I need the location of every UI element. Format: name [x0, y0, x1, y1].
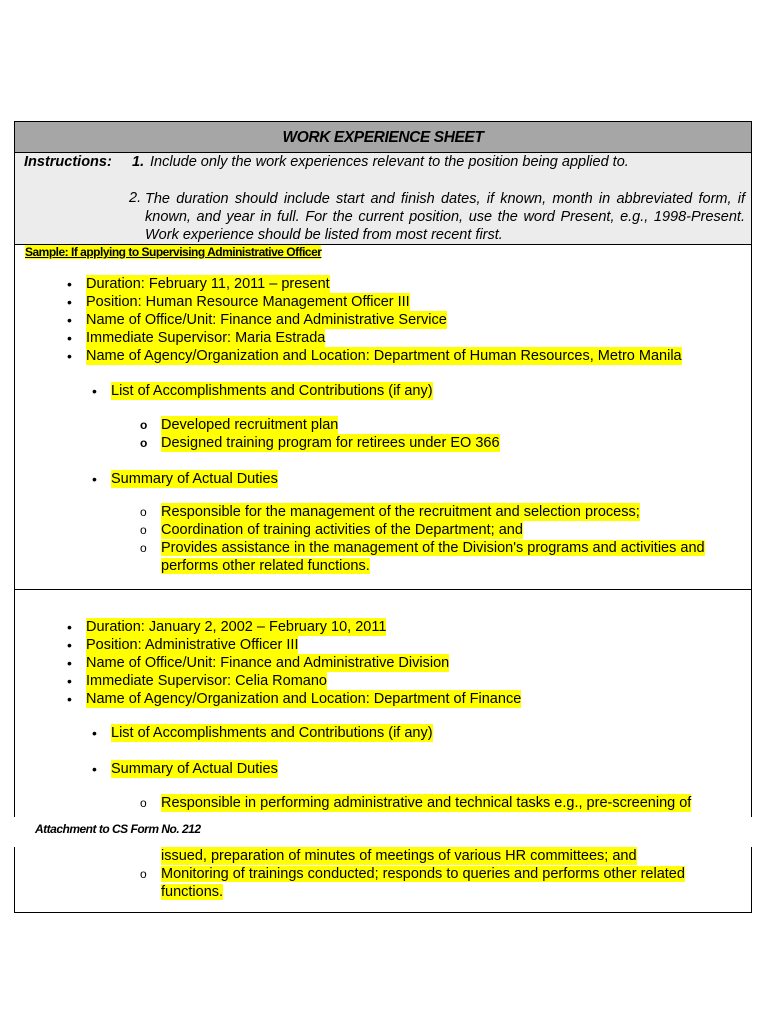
entry-1-agency: Name of Agency/Organization and Location: Department of Human Resources, Metro Manila	[86, 348, 682, 364]
instruction-1-text: Include only the work experiences relevant to the position being applied to.	[150, 154, 629, 170]
sub-bullet-icon: o	[140, 418, 148, 432]
entry-1-accomplishments-label: List of Accomplishments and Contributions (if any)	[111, 383, 433, 399]
entry-2-position: Position: Administrative Officer III	[86, 637, 299, 653]
sample-label: Sample: If applying to Supervising Administrative Officer	[25, 245, 322, 259]
bullet-icon: •	[67, 276, 72, 292]
entry-1-duty-text: Provides assistance in the management of the Division's programs and activities and performs other related functions.	[161, 540, 705, 574]
instructions-label: Instructions:	[24, 154, 112, 170]
bullet-icon: •	[67, 637, 72, 653]
bullet-icon: •	[92, 761, 97, 777]
bullet-icon: •	[67, 294, 72, 310]
bullet-icon: •	[67, 312, 72, 328]
bullet-icon: •	[92, 725, 97, 741]
entry-1-accomplishment-item: Developed recruitment plan	[161, 417, 339, 433]
instruction-2-number: 2.	[129, 190, 142, 206]
entry-divider	[15, 589, 751, 590]
entry-2-duties-label: Summary of Actual Duties	[111, 761, 278, 777]
instruction-1-number: 1.	[132, 154, 145, 170]
entry-1-duty-item-multiline	[161, 539, 745, 575]
bullet-icon: •	[67, 348, 72, 364]
bullet-icon: •	[67, 330, 72, 346]
entry-1-duties-label: Summary of Actual Duties	[111, 471, 278, 487]
attachment-label: Attachment to CS Form No. 212	[35, 822, 201, 836]
work-experience-sheet	[14, 121, 752, 913]
bullet-icon: •	[92, 383, 97, 399]
instruction-2-text: The duration should include start and finish dates, if known, month in abbreviated form, if known, and year in full. For the current position, use the word Present, e.g., 1998-Present. Work experience should be listed from most recent first.	[145, 191, 745, 243]
sub-bullet-icon: o	[140, 867, 147, 881]
entry-2-agency: Name of Agency/Organization and Location: Department of Finance	[86, 691, 522, 707]
entry-1-duty-item: Coordination of training activities of the Department; and	[161, 522, 523, 538]
sub-bullet-icon: o	[140, 436, 148, 450]
entry-1-duty-item: Responsible for the management of the recruitment and selection process;	[161, 504, 640, 520]
entry-2-duty-item-continued: issued, preparation of minutes of meetings of various HR committees; and	[161, 848, 637, 864]
entry-2-duty-item: Responsible in performing administrative and technical tasks e.g., pre-screening of	[161, 795, 692, 811]
entry-1-office: Name of Office/Unit: Finance and Administrative Service	[86, 312, 447, 328]
bullet-icon: •	[67, 619, 72, 635]
entry-1-accomplishment-item: Designed training program for retirees under EO 366	[161, 435, 500, 451]
entry-2-duty-item-multiline	[161, 865, 745, 901]
entry-2-office: Name of Office/Unit: Finance and Administrative Division	[86, 655, 450, 671]
bullet-icon: •	[67, 691, 72, 707]
entry-2-accomplishments-label: List of Accomplishments and Contributions (if any)	[111, 725, 433, 741]
sub-bullet-icon: o	[140, 796, 147, 810]
bullet-icon: •	[67, 655, 72, 671]
bullet-icon: •	[67, 673, 72, 689]
entry-2-duty-text: Monitoring of trainings conducted; responds to queries and performs other related functions.	[161, 866, 685, 900]
entry-2-duration: Duration: January 2, 2002 – February 10, 2011	[86, 619, 387, 635]
attachment-footer	[14, 817, 754, 847]
instructions-box	[15, 153, 751, 245]
bullet-icon: •	[92, 471, 97, 487]
sub-bullet-icon: o	[140, 523, 147, 537]
entry-2-supervisor: Immediate Supervisor: Celia Romano	[86, 673, 327, 689]
entry-1-position: Position: Human Resource Management Officer III	[86, 294, 410, 310]
sheet-title: WORK EXPERIENCE SHEET	[15, 122, 751, 153]
sub-bullet-icon: o	[140, 505, 147, 519]
entry-1-supervisor: Immediate Supervisor: Maria Estrada	[86, 330, 326, 346]
sub-bullet-icon: o	[140, 541, 147, 555]
entry-1-duration: Duration: February 11, 2011 – present	[86, 276, 330, 292]
